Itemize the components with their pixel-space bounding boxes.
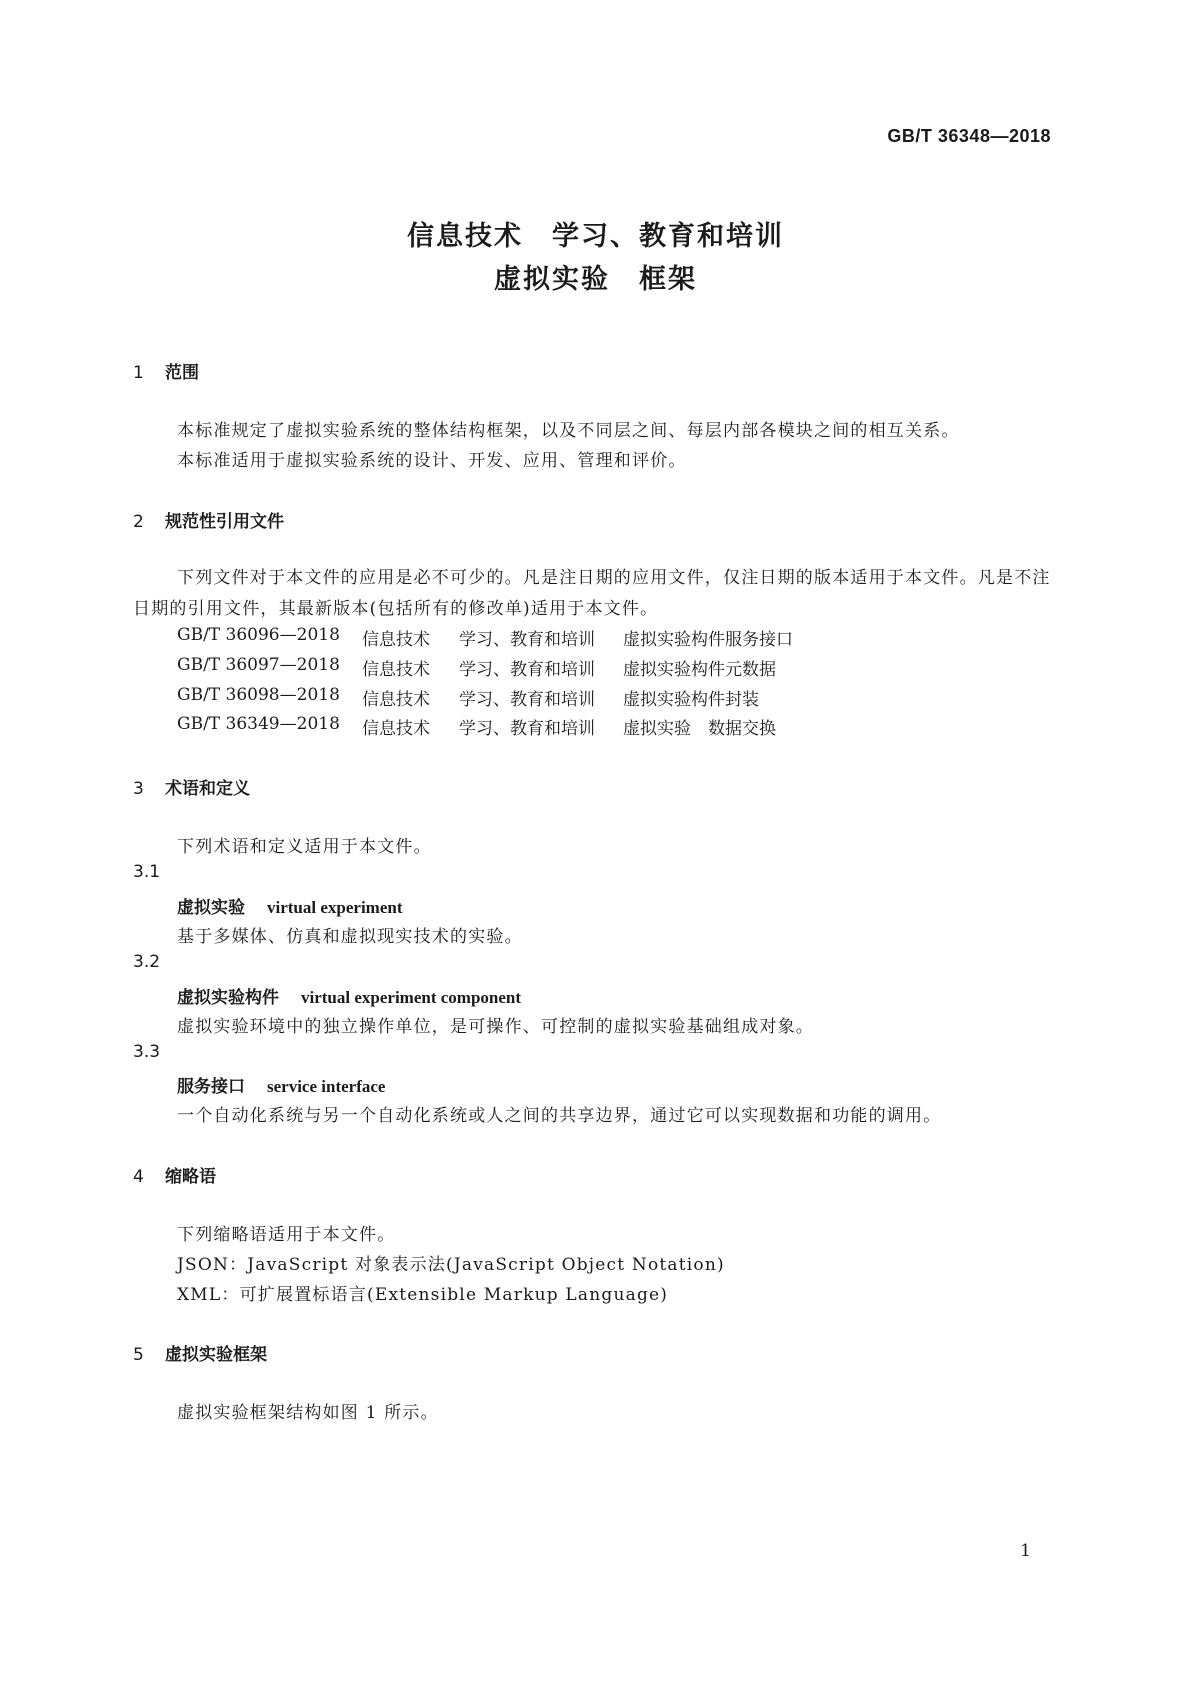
section-2-heading	[133, 507, 284, 532]
reference-title-part-3: 虚拟实验 数据交换	[623, 719, 776, 739]
section-5-paragraph-1: 虚拟实验框架结构如图 1 所示。	[177, 1403, 439, 1423]
standard-number: GB/T 36348—2018	[887, 126, 1051, 146]
term-heading	[177, 983, 521, 1008]
section-title: 范围	[165, 363, 199, 383]
reference-title-part-1: 信息技术	[362, 660, 430, 680]
section-5-heading	[133, 1340, 267, 1365]
abbreviation-item: XML：可扩展置标语言(Extensible Markup Language)	[177, 1285, 669, 1305]
reference-code: GB/T 36098—2018	[177, 685, 340, 705]
term-definition: 虚拟实验环境中的独立操作单位，是可操作、可控制的虚拟实验基础组成对象。	[177, 1017, 814, 1037]
reference-title-part-3: 虚拟实验构件服务接口	[623, 630, 793, 650]
section-number: 3	[133, 779, 144, 799]
section-2-intro: 下列文件对于本文件的应用是必不可少的。凡是注日期的应用文件，仅注日期的版本适用于本文件。凡是不注日期的引用文件，其最新版本(包括所有的修改单)适用于本文件。	[133, 568, 1051, 619]
section-3-intro: 下列术语和定义适用于本文件。	[177, 837, 432, 857]
section-1-paragraph-1: 本标准规定了虚拟实验系统的整体结构框架，以及不同层之间、每层内部各模块之间的相互关系。	[177, 421, 960, 441]
term-zh: 虚拟实验	[177, 898, 245, 918]
term-en: virtual experiment	[267, 898, 403, 917]
section-number: 1	[133, 363, 144, 383]
section-number: 4	[133, 1167, 144, 1187]
term-heading	[177, 1072, 385, 1097]
term-number: 3.1	[133, 862, 161, 882]
term-en: virtual experiment component	[301, 988, 522, 1007]
term-definition: 一个自动化系统与另一个自动化系统或人之间的共享边界，通过它可以实现数据和功能的调用。	[177, 1106, 942, 1126]
page-number: 1	[1020, 1541, 1031, 1561]
section-number: 5	[133, 1345, 144, 1365]
section-number: 2	[133, 512, 144, 532]
abbreviation-item: JSON：JavaScript 对象表示法(JavaScript Object Notation)	[177, 1255, 725, 1275]
reference-title-part-1: 信息技术	[362, 690, 430, 710]
section-title: 虚拟实验框架	[165, 1345, 267, 1365]
section-1-heading	[133, 358, 199, 383]
title-line-1: 信息技术 学习、教育和培训	[407, 221, 784, 252]
reference-title-part-2: 学习、教育和培训	[459, 630, 595, 650]
reference-title-part-3: 虚拟实验构件元数据	[623, 660, 776, 680]
term-heading	[177, 893, 403, 918]
term-number: 3.3	[133, 1042, 161, 1062]
reference-title-part-3: 虚拟实验构件封装	[623, 690, 759, 710]
section-4-intro: 下列缩略语适用于本文件。	[177, 1225, 396, 1245]
term-number: 3.2	[133, 952, 161, 972]
term-en: service interface	[267, 1077, 386, 1096]
title-line-2: 虚拟实验 框架	[494, 264, 697, 295]
reference-title-part-2: 学习、教育和培训	[459, 690, 595, 710]
reference-title-part-1: 信息技术	[362, 630, 430, 650]
reference-title-part-2: 学习、教育和培训	[459, 719, 595, 739]
section-4-heading	[133, 1162, 216, 1187]
section-title: 术语和定义	[165, 779, 250, 799]
reference-code: GB/T 36097—2018	[177, 655, 340, 675]
section-title: 规范性引用文件	[165, 512, 284, 532]
reference-code: GB/T 36096—2018	[177, 625, 340, 645]
term-zh: 虚拟实验构件	[177, 988, 279, 1008]
reference-title-part-2: 学习、教育和培训	[459, 660, 595, 680]
section-title: 缩略语	[165, 1167, 216, 1187]
section-1-paragraph-2: 本标准适用于虚拟实验系统的设计、开发、应用、管理和评价。	[177, 451, 687, 471]
section-3-heading	[133, 774, 250, 799]
term-definition: 基于多媒体、仿真和虚拟现实技术的实验。	[177, 927, 523, 947]
term-zh: 服务接口	[177, 1077, 245, 1097]
reference-title-part-1: 信息技术	[362, 719, 430, 739]
reference-code: GB/T 36349—2018	[177, 714, 340, 734]
